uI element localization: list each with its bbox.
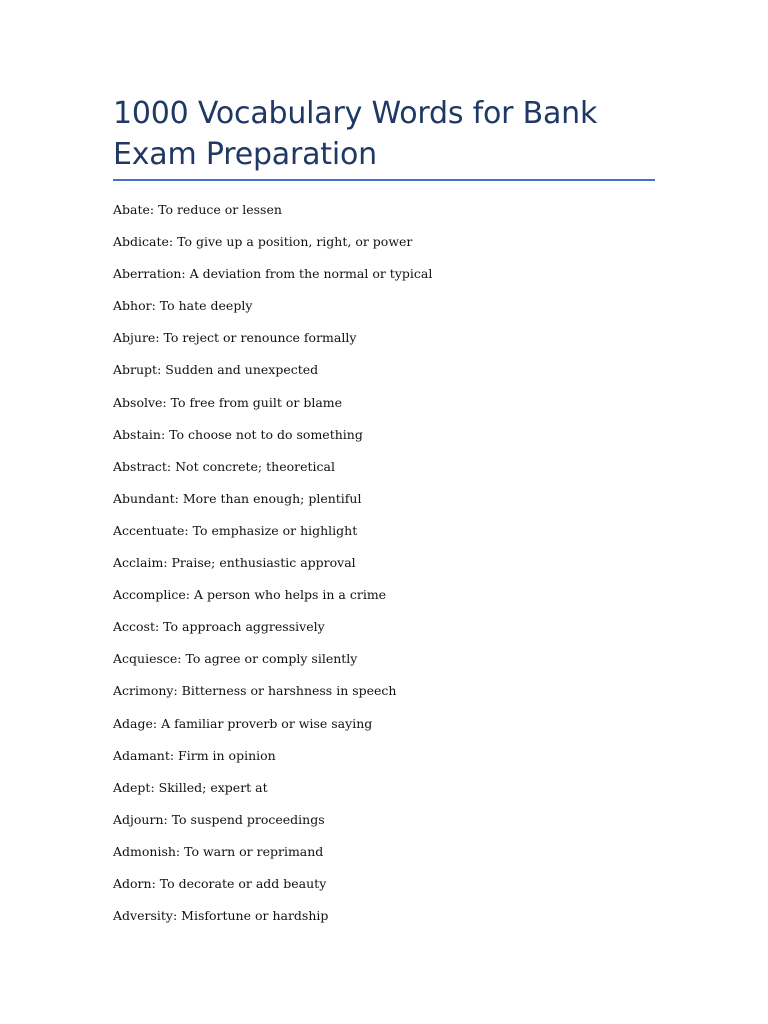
vocabulary-entry: Admonish: To warn or reprimand xyxy=(113,843,324,859)
vocabulary-entry: Aberration: A deviation from the normal or typical xyxy=(113,266,433,282)
vocabulary-entry: Adorn: To decorate or add beauty xyxy=(113,875,327,891)
title-underline xyxy=(113,179,655,181)
vocabulary-entry: Abstain: To choose not to do something xyxy=(113,426,363,442)
vocabulary-entry: Adamant: Firm in opinion xyxy=(113,747,276,763)
document-title: 1000 Vocabulary Words for Bank Exam Preparation xyxy=(113,96,598,172)
vocabulary-entry: Accost: To approach aggressively xyxy=(113,619,325,635)
vocabulary-entry: Abjure: To reject or renounce formally xyxy=(113,330,357,346)
vocabulary-list xyxy=(113,200,673,938)
vocabulary-entry: Acquiesce: To agree or comply silently xyxy=(113,651,358,667)
vocabulary-entry: Abate: To reduce or lessen xyxy=(113,202,282,217)
vocabulary-entry: Abrupt: Sudden and unexpected xyxy=(113,362,319,378)
vocabulary-entry: Abstract: Not concrete; theoretical xyxy=(113,458,335,474)
vocabulary-entry: Abdicate: To give up a position, right, or power xyxy=(113,234,413,250)
vocabulary-entry: Accomplice: A person who helps in a crime xyxy=(113,587,387,603)
vocabulary-entry: Abhor: To hate deeply xyxy=(113,298,253,314)
vocabulary-entry: Adversity: Misfortune or hardship xyxy=(113,908,329,924)
vocabulary-entry: Adage: A familiar proverb or wise saying xyxy=(113,715,373,731)
vocabulary-entry: Absolve: To free from guilt or blame xyxy=(113,394,343,410)
vocabulary-entry: Abundant: More than enough; plentiful xyxy=(113,490,362,506)
vocabulary-entry: Adept: Skilled; expert at xyxy=(113,779,268,795)
vocabulary-entry: Acrimony: Bitterness or harshness in speech xyxy=(113,683,397,699)
vocabulary-entry: Acclaim: Praise; enthusiastic approval xyxy=(113,555,356,571)
vocabulary-entry: Adjourn: To suspend proceedings xyxy=(113,811,325,827)
vocabulary-entry: Accentuate: To emphasize or highlight xyxy=(113,522,358,538)
